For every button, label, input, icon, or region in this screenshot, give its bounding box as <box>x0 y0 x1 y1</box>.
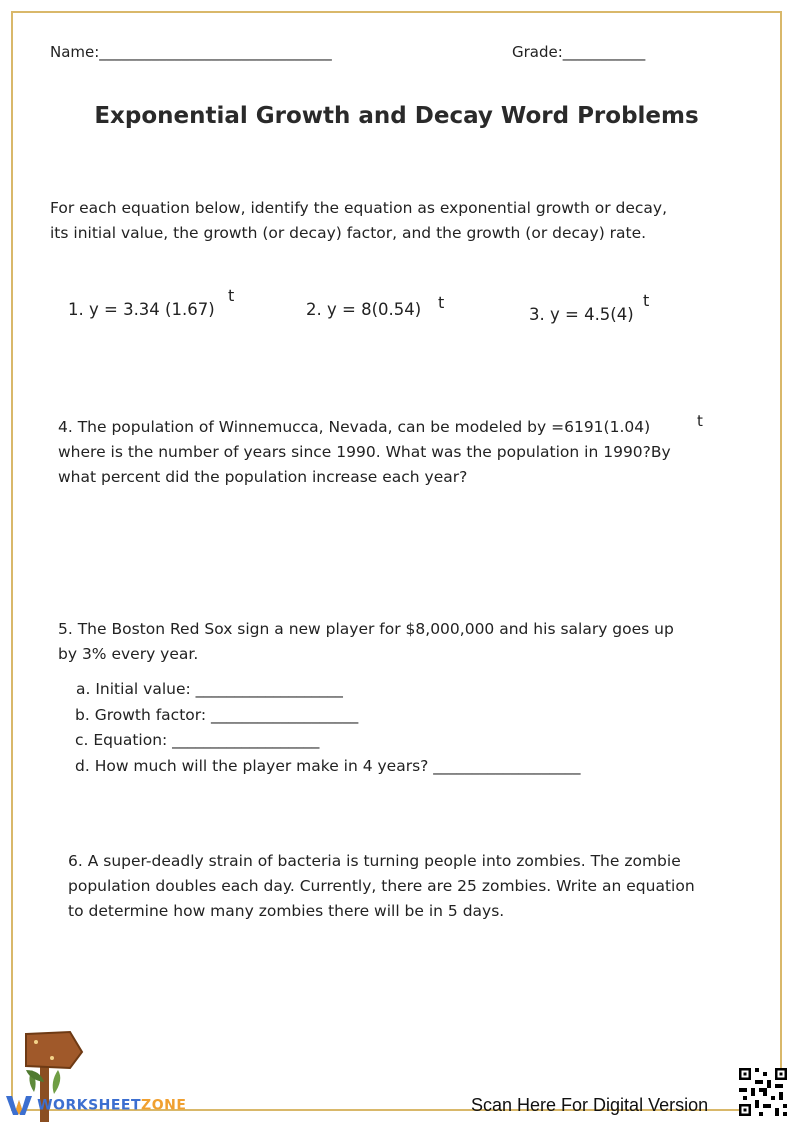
question-5-line-1: 5. The Boston Red Sox sign a new player for $8,000,000 and his salary goes up <box>58 620 674 638</box>
question-5-line-2: by 3% every year. <box>58 645 199 663</box>
question-5-part-a[interactable]: a. Initial value: ___________________ <box>76 680 343 698</box>
question-5-part-b[interactable]: b. Growth factor: ___________________ <box>75 705 359 724</box>
equation-2: 2. y = 8(0.54) <box>306 300 422 319</box>
worksheetzone-logo[interactable] <box>6 1094 186 1116</box>
grade-field[interactable]: Grade:___________ <box>512 43 646 61</box>
question-4-line-1: 4. The population of Winnemucca, Nevada, can be modeled by =6191(1.04) <box>58 418 651 436</box>
instructions-line-1: For each equation below, identify the equation as exponential growth or decay, <box>50 199 668 217</box>
instructions <box>50 196 750 246</box>
name-field[interactable]: Name:_______________________________ <box>50 43 332 61</box>
equation-1: 1. y = 3.34 (1.67) <box>68 300 215 319</box>
qr-code[interactable] <box>739 1068 787 1116</box>
page-title: Exponential Growth and Decay Word Problems <box>94 103 699 129</box>
logo-text-zone: ZONE <box>141 1097 187 1114</box>
question-4-line-2: where is the number of years since 1990. What was the population in 1990?By <box>58 443 671 461</box>
qr-code-icon <box>739 1068 787 1116</box>
question-4-exponent: t <box>697 412 703 430</box>
question-6-line-1: 6. A super-deadly strain of bacteria is turning people into zombies. The zombie <box>68 852 681 870</box>
question-5-part-d[interactable]: d. How much will the player make in 4 years? ___________________ <box>75 756 581 775</box>
question-6 <box>68 849 768 924</box>
question-6-line-3: to determine how many zombies there will be in 5 days. <box>68 902 505 920</box>
page-border <box>11 11 782 1111</box>
equation-1-exponent: t <box>228 286 235 305</box>
instructions-line-2: its initial value, the growth (or decay) factor, and the growth (or decay) rate. <box>50 224 647 242</box>
scan-label: Scan Here For Digital Version <box>471 1095 709 1115</box>
question-4-line-3: what percent did the population increase each year? <box>58 468 468 486</box>
w-logo-icon <box>6 1094 32 1116</box>
question-5-part-c[interactable]: c. Equation: ___________________ <box>75 731 320 749</box>
question-4 <box>58 415 758 490</box>
logo-text-worksheet: WORKSHEET <box>37 1097 142 1114</box>
question-6-line-2: population doubles each day. Currently, there are 25 zombies. Write an equation <box>68 877 695 895</box>
question-5-parts <box>75 677 581 779</box>
equation-2-exponent: t <box>438 293 445 312</box>
question-5 <box>58 617 758 667</box>
equation-3-exponent: t <box>643 291 650 310</box>
equation-3: 3. y = 4.5(4) <box>529 305 634 324</box>
